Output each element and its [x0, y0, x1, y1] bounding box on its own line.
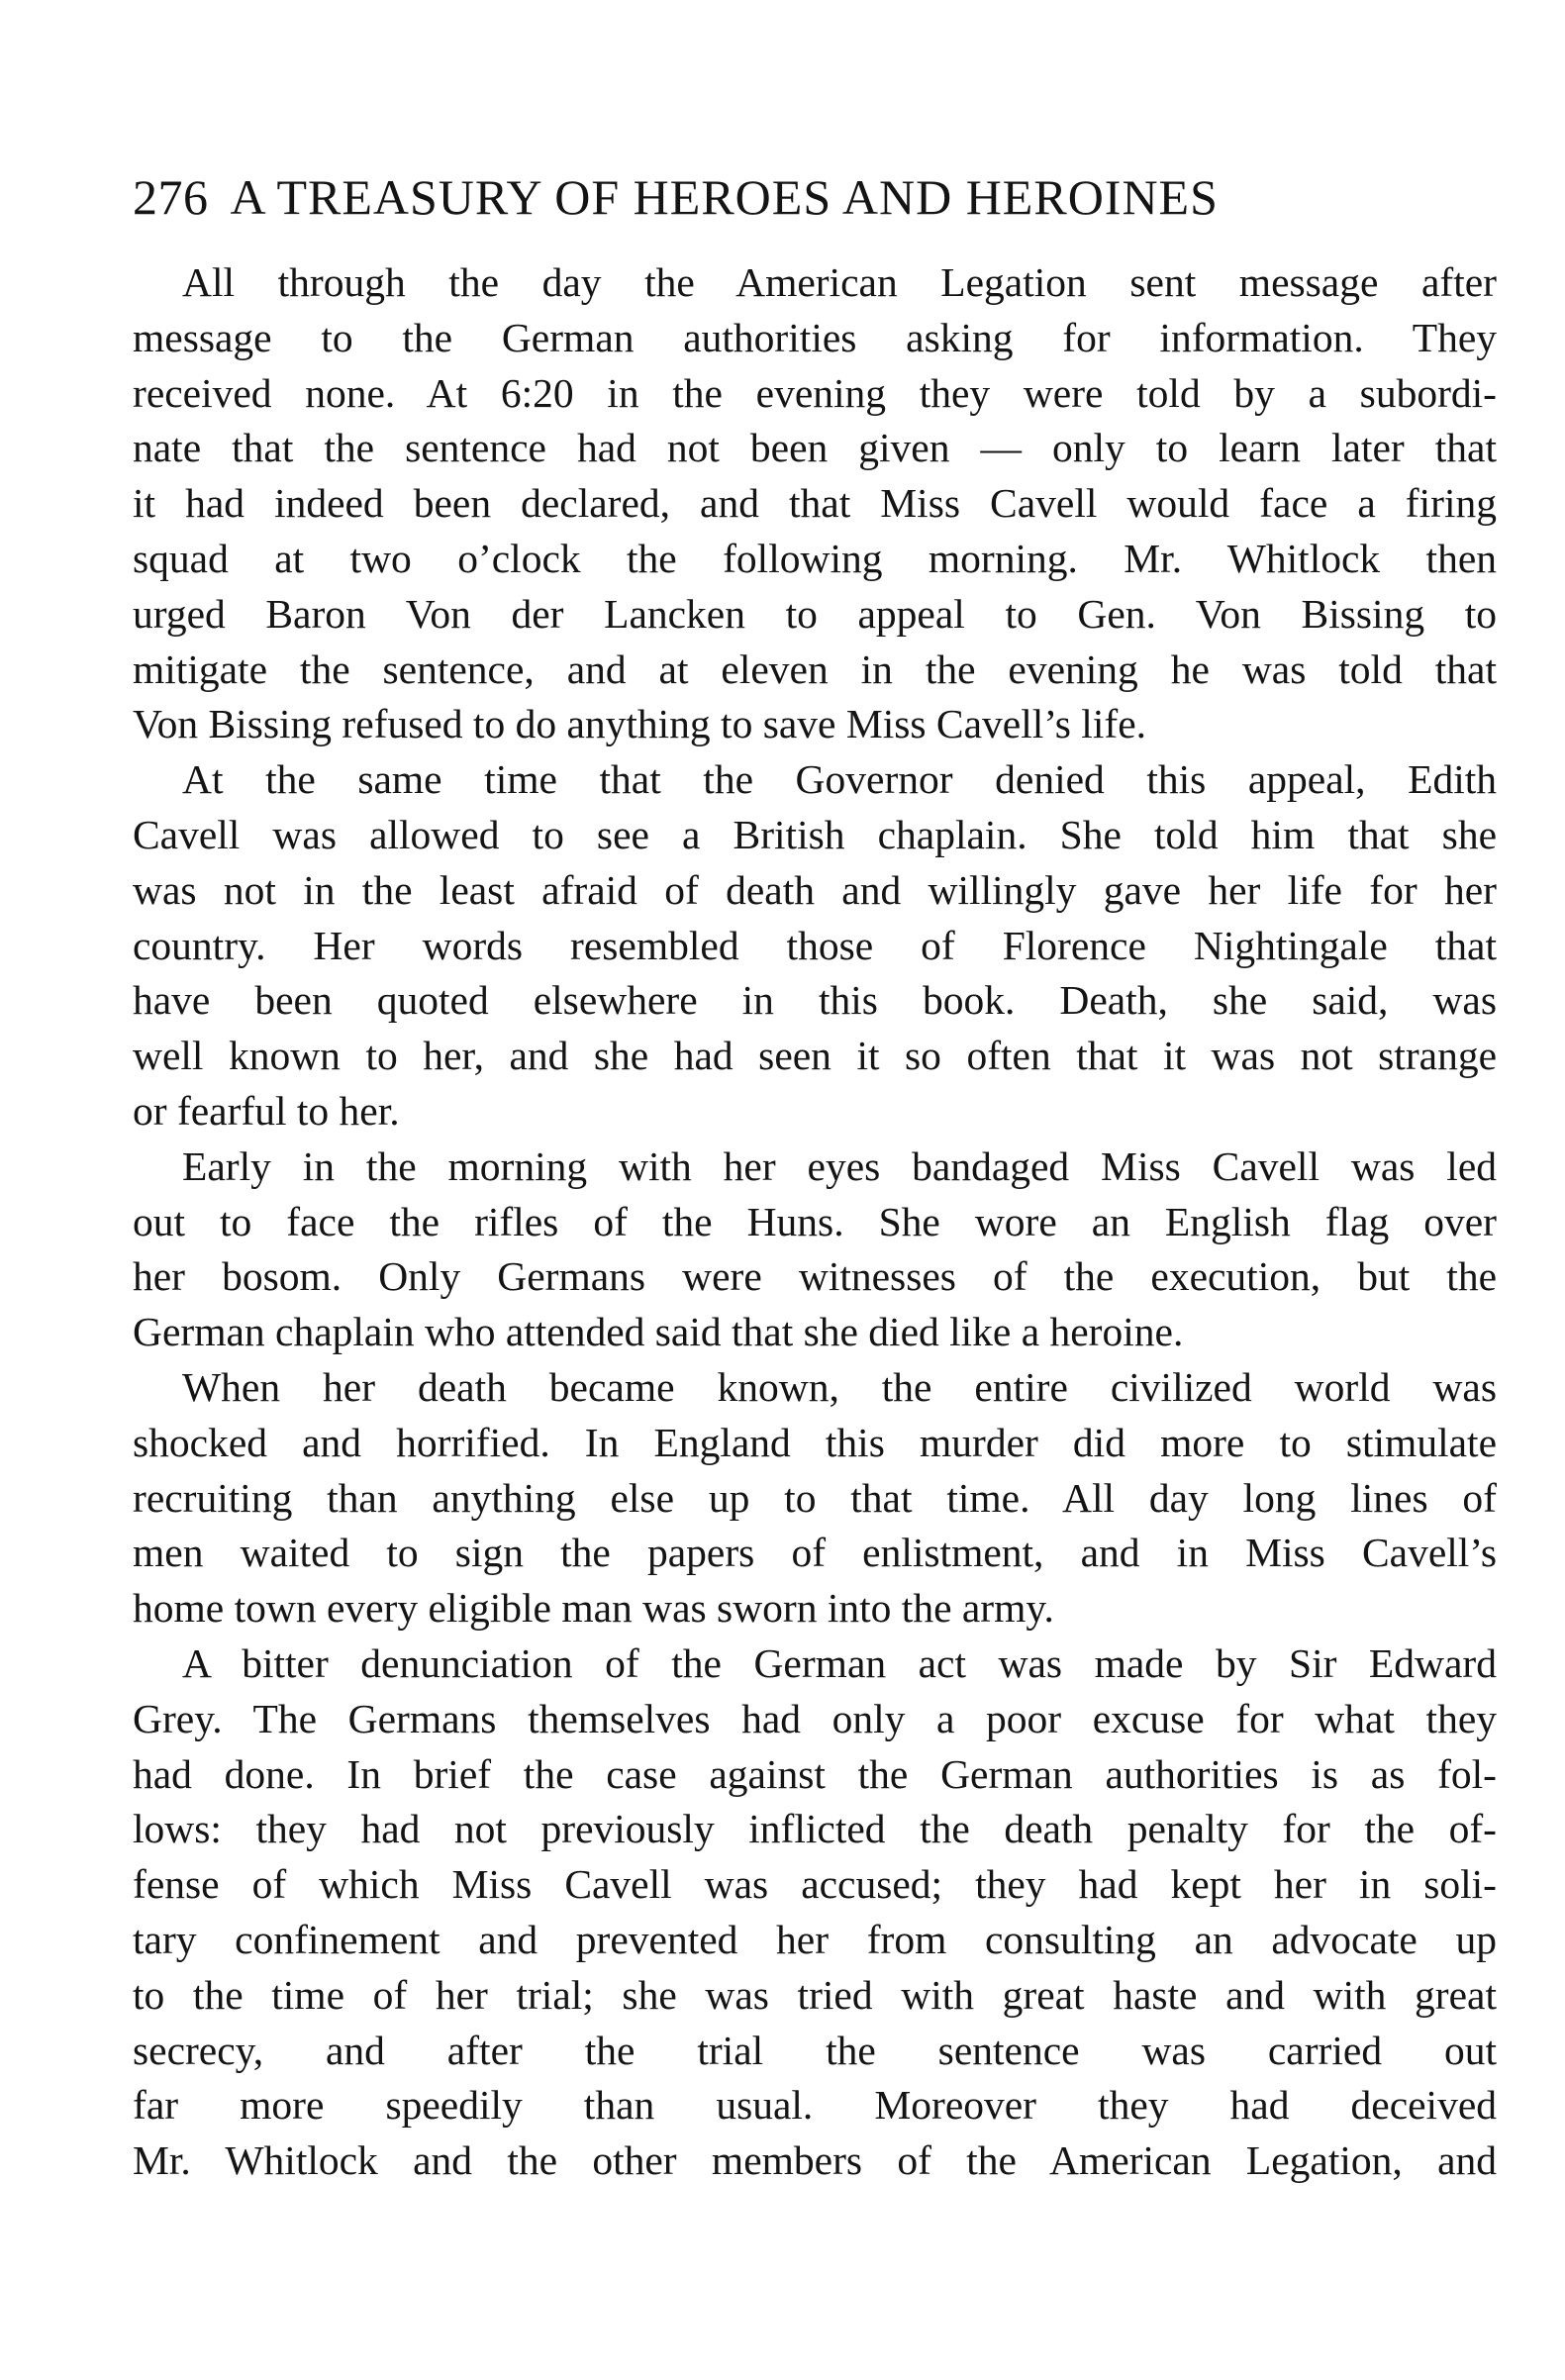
text-line: home town every eligible man was sworn into the army. [133, 1585, 1054, 1632]
text-line: men waited to sign the papers of enlistment, and in Miss Cavell’s [133, 1530, 1497, 1576]
text-line: When her death became known, the entire civilized world was [182, 1363, 1497, 1410]
text-line: Cavell was allowed to see a British chaplain. She told him that she [133, 811, 1497, 857]
text-line: out to face the rifles of the Huns. She wore an English flag over [133, 1198, 1497, 1244]
text-line: nate that the sentence had not been given — only to learn later that [133, 425, 1497, 471]
text-line: her bosom. Only Germans were witnesses of the execution, but the [133, 1253, 1497, 1300]
text-line: urged Baron Von der Lancken to appeal to Gen. Von Bissing to [133, 590, 1497, 637]
text-line: squad at two o’clock the following morning. Mr. Whitlock then [133, 535, 1497, 581]
paragraph [133, 1636, 1497, 2189]
text-line: Von Bissing refused to do anything to save Miss Cavell’s life. [133, 701, 1146, 747]
text-line: country. Her words resembled those of Florence Nightingale that [133, 922, 1497, 968]
text-line: shocked and horrified. In England this murder did more to stimulate [133, 1419, 1497, 1465]
paragraph [133, 1360, 1497, 1636]
running-title: A TREASURY OF HEROES AND HEROINES [230, 169, 1219, 225]
page-number: 276 [133, 169, 209, 225]
text-line: Early in the morning with her eyes bandaged Miss Cavell was led [182, 1142, 1497, 1189]
text-line: mitigate the sentence, and at eleven in the evening he was told that [133, 645, 1497, 692]
text-line: All through the day the American Legation sent message after [182, 259, 1497, 305]
text-line: had done. In brief the case against the German authorities is as fol- [133, 1750, 1497, 1797]
paragraph [133, 1140, 1497, 1360]
text-line: recruiting than anything else up to that time. All day long lines of [133, 1474, 1497, 1521]
text-line: was not in the least afraid of death and willingly gave her life for her [133, 866, 1497, 913]
text-line: secrecy, and after the trial the sentence was carried out [133, 2027, 1497, 2073]
paragraph [133, 752, 1497, 1140]
text-line: to the time of her trial; she was tried with great haste and with great [133, 1971, 1497, 2018]
running-head [133, 162, 1499, 232]
text-line: far more speedily than usual. Moreover they had deceived [133, 2082, 1497, 2129]
text-line: or fearful to her. [133, 1087, 400, 1134]
text-line: have been quoted elsewhere in this book. Death, she said, was [133, 977, 1497, 1024]
text-line: fense of which Miss Cavell was accused; they had kept her in soli- [133, 1861, 1497, 1908]
text-line: message to the German authorities asking for information. They [133, 314, 1497, 360]
text-line: tary confinement and prevented her from consulting an advocate up [133, 1916, 1497, 1962]
text-line: lows: they had not previously inflicted the death penalty for the of- [133, 1806, 1497, 1852]
text-line: Grey. The Germans themselves had only a poor excuse for what they [133, 1695, 1497, 1741]
text-line: At the same time that the Governor denied this appeal, Edith [182, 756, 1497, 803]
text-line: received none. At 6:20 in the evening they were told by a subordi- [133, 369, 1497, 416]
text-line: well known to her, and she had seen it so often that it was not strange [133, 1033, 1497, 1079]
body-text [133, 255, 1497, 2189]
text-line: German chaplain who attended said that she died like a heroine. [133, 1309, 1184, 1355]
text-line: A bitter denunciation of the German act was made by Sir Edward [182, 1639, 1497, 1686]
text-line: Mr. Whitlock and the other members of the American Legation, and [133, 2137, 1497, 2184]
text-line: it had indeed been declared, and that Miss Cavell would face a firing [133, 480, 1497, 527]
paragraph [133, 255, 1497, 752]
